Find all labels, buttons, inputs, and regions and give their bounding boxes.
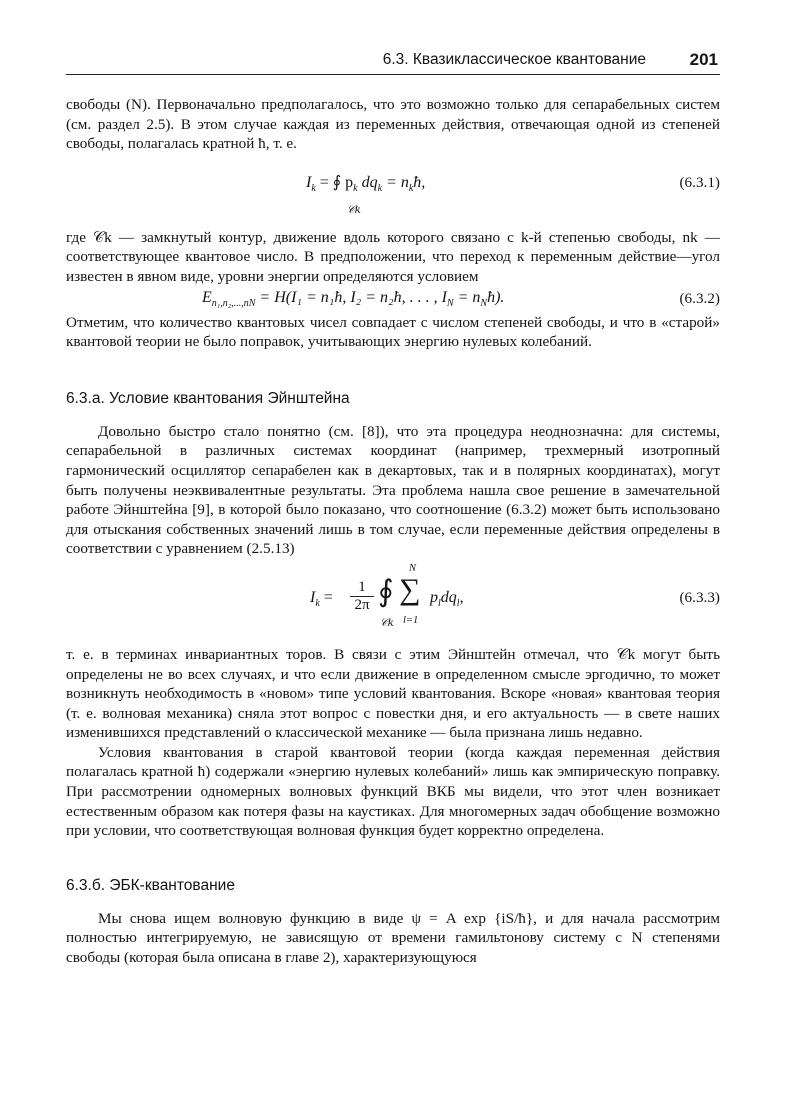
paragraph-einstein: Довольно быстро стало понятно (см. [8]), что эта процедура неоднозначна: для системы, сепарабельной в различных системах координат (например, трехмерный изотропный гармонический осциллятор сепарабелен как в декартовых, так и в полярных координатах), могут быть получены неэквивалентные результаты. Эта проблема нашла свое решение в замечательной работе Эйнштейна [9], в которой было показано, что соотношение (6.3.2) может быть использовано для отыскания собственных значений лишь в том случае, если переменные действия определены в соответствии с уравнением (2.5.13) [66,422,720,558]
section-heading-ebk: 6.3.б. ЭБК-квантование [66,876,235,894]
paragraph-note: Отметим, что количество квантовых чисел совпадает с числом степеней свободы, и что в «старой» квантовой теории не было поправок, учитывающих энергию нулевых колебаний. [66,313,720,351]
section-heading-einstein: 6.3.а. Условие квантования Эйнштейна [66,389,350,407]
fraction: $\frac{1}{2\pi}$ [350,579,374,614]
page-number: 201 [689,50,718,69]
equation-body: $E_{n_1,n_2,...,nN} = H(I_1$ = n₁ħ, I₂ = n₂ħ, . . . , $I_N$ = $n_Nħ$). [202,288,505,309]
sum-lower-limit: l=1 [403,614,419,626]
equation-number: (6.3.1) [679,173,720,191]
running-title: 6.3. Квазиклассическое квантование [382,51,646,68]
contour-limit: 𝒞k [380,616,395,629]
paragraph-intro: свободы (N). Первоначально предполагалось, что это возможно только для сепарабельных систем (см. раздел 2.5). В этом случае каждая из переменных действия, отвечающая одной из степеней свободы, полагалась кратной ħ, т. е. [66,96,720,153]
book-page [66,50,720,968]
paragraph-contour: где 𝒞k — замкнутый контур, движение вдоль которого связано с k-й степенью свободы, nk — соответствующее квантовое число. В предположении, что переход к переменным действие—угол известен в явном виде, уровни энергии определяются условием [66,228,720,285]
paragraph-ebk: Мы снова ищем волновую функцию в виде ψ = A exp {iS/ħ}, и для начала рассмотрим полностью интегрируемую, не зависящую от времени гамильтонову систему с N степенями свободы (которая была описана в главе 2), характеризующуюся [66,909,720,967]
equation-lhs: $I_k$ = [310,588,333,610]
sum-upper-limit: N [409,562,417,574]
equation-6-3-2 [66,287,720,313]
paragraph-zero-point: Условия квантования в старой квантовой теории (когда каждая переменная действия полагалась кратной ħ) содержали «энергию нулевых колебаний» лишь как эмпирическую поправку. При рассмотрении одномерных волновых функций ВКБ мы видели, что этот член возникает естественным образом как потеря фазы на каустиках. Для многомерных задач обобщение возможно при условии, что соответствующая волновая функция будет корректно определена. [66,743,720,840]
sum-sign: ∑ [399,572,421,606]
running-header [66,50,720,75]
equation-body: $I_k$ = ∮ $p_k$ $dq_k$ = $n_kħ$, [306,173,426,194]
paragraph-tori: т. е. в терминах инвариантных торов. В связи с этим Эйнштейн отмечал, что 𝒞k могут быть определены не во всех случаях, и что если движение в определенном смысле эргодично, то может возникнуть необходимость в «новом» типе условий квантования. Вскоре «новая» квантовая теория (т. е. волновая механика) сняла этот вопрос с повестки дня, и его актуальность — в свете наших изменившихся представлений о классической механике — была признана лишь недавно. [66,645,720,742]
equation-integrand: $p_ldq_l$, [430,588,464,610]
equation-number: (6.3.3) [679,588,720,606]
equation-6-3-1 [66,154,720,228]
equation-number: (6.3.2) [679,289,720,307]
contour-integral-sign: ∮ [378,574,394,608]
equation-6-3-3 [66,559,720,645]
contour-limit: 𝒞k [347,203,362,216]
